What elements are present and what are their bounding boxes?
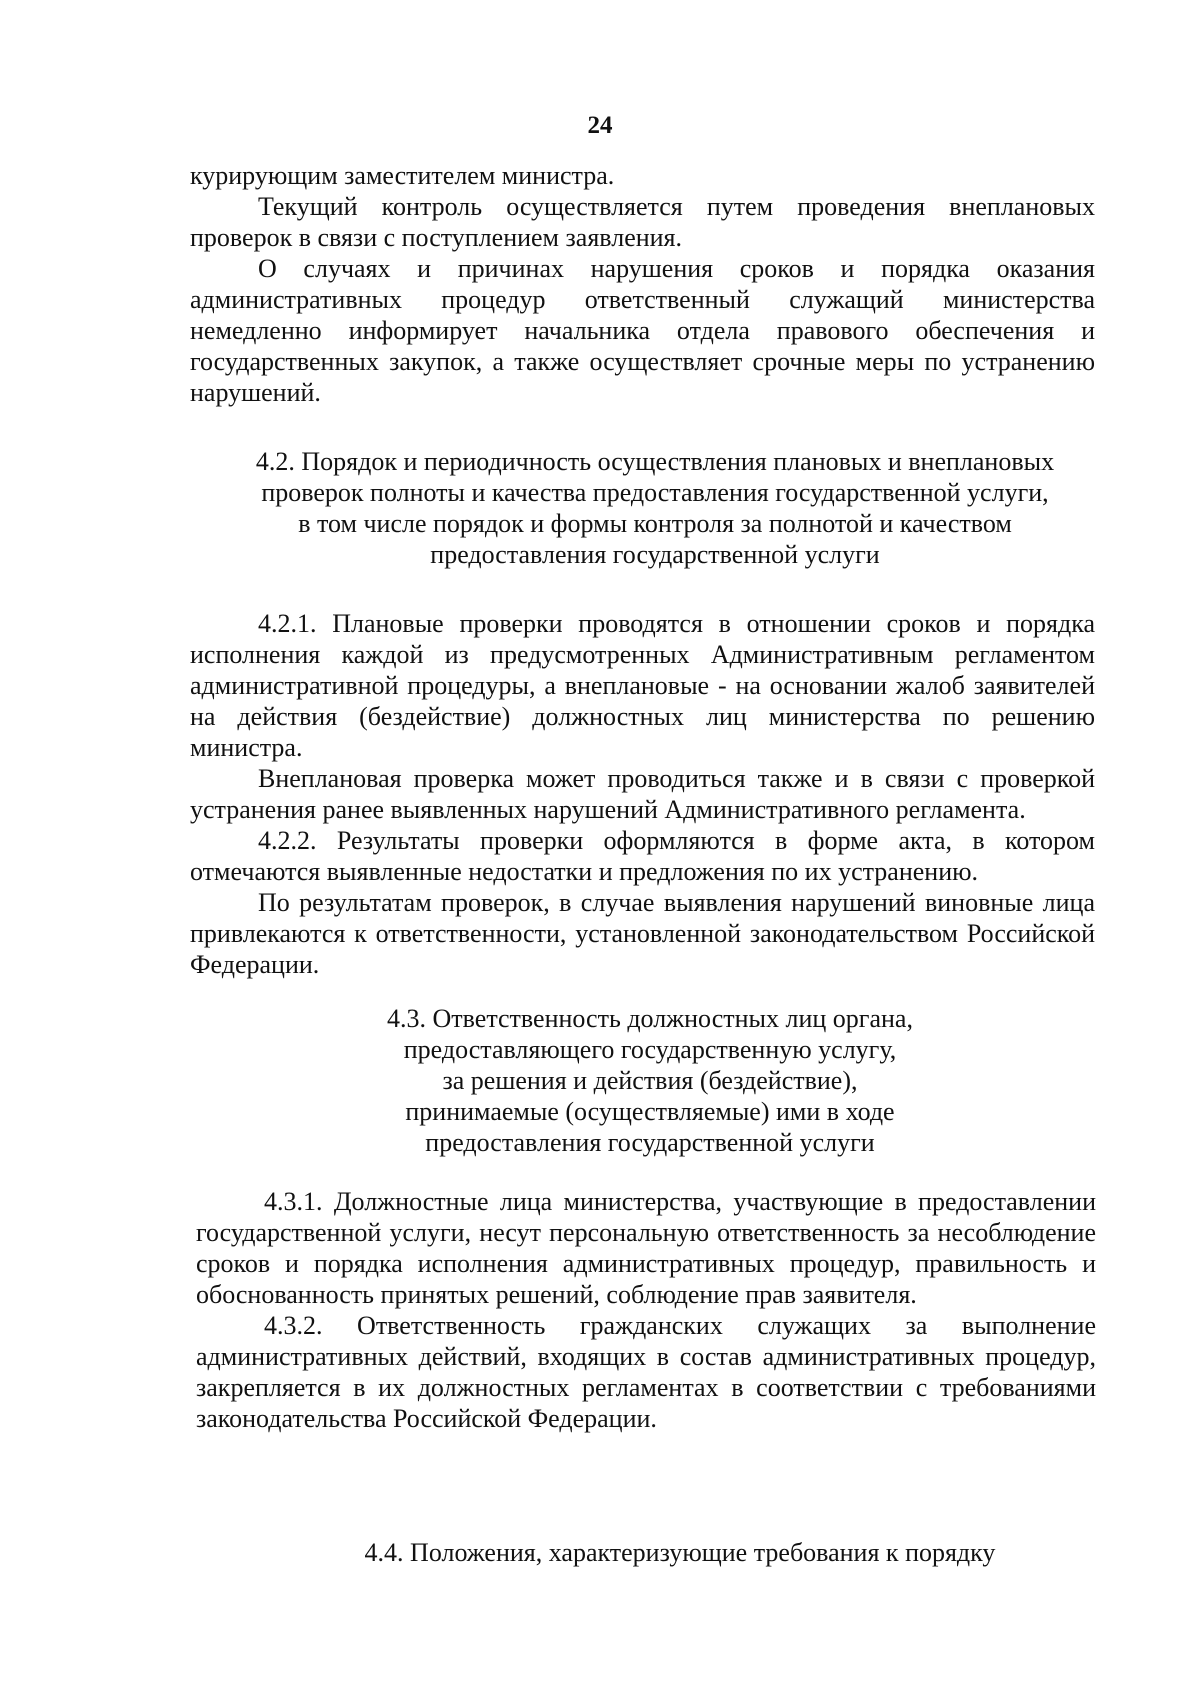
section-4-1-text (190, 160, 1095, 408)
heading-line: предоставляющего государственную услугу, (403, 1035, 897, 1064)
heading-line: 4.4. Положения, характеризующие требования к порядку (364, 1538, 996, 1567)
heading-line: за решения и действия (бездействие), (442, 1066, 858, 1095)
heading-line: в том числе порядок и формы контроля за полнотой и качеством (298, 509, 1012, 538)
paragraph: курирующим заместителем министра. (190, 161, 615, 190)
section-4-2-text (190, 608, 1095, 980)
heading-line: 4.2. Порядок и периодичность осуществления плановых и внеплановых (255, 447, 1055, 476)
heading-4-3 (380, 1003, 920, 1158)
section-4-3-text (196, 1186, 1096, 1434)
paragraph: По результатам проверок, в случае выявления нарушений виновные лица привлекаются к ответственности, установленной законодательством Российской Федерации. (190, 888, 1095, 979)
heading-4-4 (300, 1537, 1060, 1568)
paragraph: 4.3.1. Должностные лица министерства, участвующие в предоставлении государственной услуги, несут персональную ответственность за несоблюдение сроков и порядка исполнения административных процедур, правильность и обоснованность принятых решений, соблюдение прав заявителя. (196, 1187, 1096, 1309)
heading-line: 4.3. Ответственность должностных лиц органа, (387, 1004, 913, 1033)
heading-4-2 (170, 446, 1140, 570)
paragraph: О случаях и причинах нарушения сроков и порядка оказания административных процедур ответственный служащий министерства немедленно информирует начальника отдела правового обеспечения и государственных закупок, а также осуществляет срочные меры по устранению нарушений. (190, 254, 1095, 407)
heading-line: принимаемые (осуществляемые) ими в ходе (405, 1097, 895, 1126)
heading-line: проверок полноты и качества предоставления государственной услуги, (261, 478, 1049, 507)
paragraph: 4.2.1. Плановые проверки проводятся в отношении сроков и порядка исполнения каждой из предусмотренных Административным регламентом административной процедуры, а внеплановые - на основании жалоб заявителей на действия (бездействие) должностных лиц министерства по решению министра. (190, 609, 1095, 762)
page-number: 24 (587, 112, 613, 139)
paragraph: 4.3.2. Ответственность гражданских служащих за выполнение административных действий, входящих в состав административных процедур, закрепляется в их должностных регламентах в соответствии с требованиями законодательства Российской Федерации. (196, 1311, 1096, 1433)
paragraph: Внеплановая проверка может проводиться также и в связи с проверкой устранения ранее выявленных нарушений Административного регламента. (190, 764, 1095, 824)
heading-line: предоставления государственной услуги (425, 1128, 875, 1157)
heading-line: предоставления государственной услуги (430, 540, 880, 569)
paragraph: Текущий контроль осуществляется путем проведения внеплановых проверок в связи с поступлением заявления. (190, 192, 1095, 252)
paragraph: 4.2.2. Результаты проверки оформляются в форме акта, в котором отмечаются выявленные недостатки и предложения по их устранению. (190, 826, 1095, 886)
